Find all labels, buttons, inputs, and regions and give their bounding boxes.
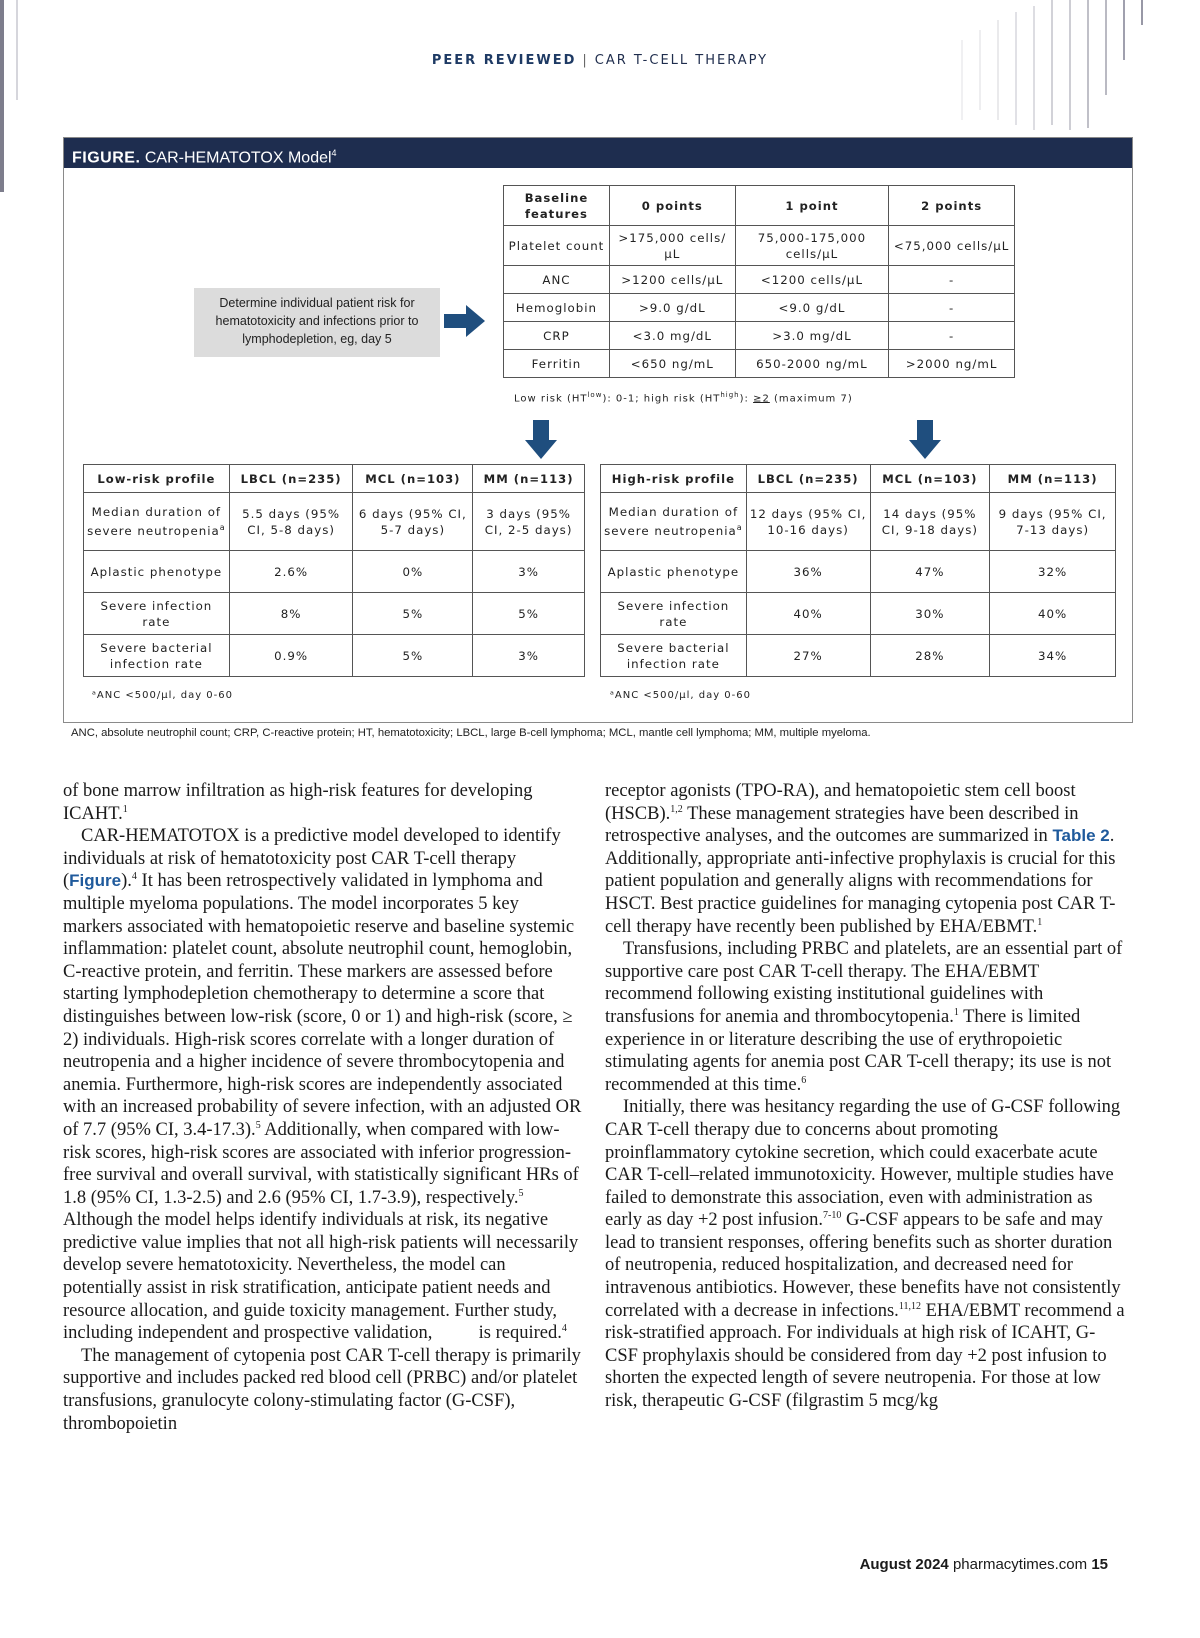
high-risk-cell: 30% bbox=[870, 593, 990, 635]
scoring-row bbox=[504, 294, 1015, 322]
risk-note-threshold: ≥2 bbox=[753, 393, 770, 405]
citation-superscript: 1 bbox=[122, 803, 128, 815]
low-risk-cell: 5% bbox=[473, 593, 585, 635]
high-risk-header-cell: MCL (n=103) bbox=[870, 465, 990, 493]
header-section: PEER REVIEWED bbox=[431, 53, 577, 68]
low-risk-cell: 3% bbox=[473, 635, 585, 677]
high-risk-cell: Aplastic phenotype bbox=[601, 551, 747, 593]
citation-superscript: 1 bbox=[1037, 916, 1043, 928]
right-arrow-icon bbox=[444, 304, 486, 338]
scoring-row bbox=[504, 226, 1015, 266]
scoring-header-cell: 0 points bbox=[609, 186, 735, 226]
high-risk-cell: 27% bbox=[746, 635, 870, 677]
scoring-cell: - bbox=[889, 294, 1015, 322]
scoring-cell: ANC bbox=[504, 266, 610, 294]
low-risk-row bbox=[84, 635, 585, 677]
high-risk-cell: 36% bbox=[746, 551, 870, 593]
scoring-cell: Hemoglobin bbox=[504, 294, 610, 322]
figure-title-bar bbox=[64, 138, 1132, 168]
low-risk-cell: 5% bbox=[353, 635, 473, 677]
scoring-cell: - bbox=[889, 322, 1015, 350]
down-arrow-icon bbox=[524, 420, 558, 460]
high-risk-cell: 47% bbox=[870, 551, 990, 593]
scoring-cell: Platelet count bbox=[504, 226, 610, 266]
scoring-row bbox=[504, 322, 1015, 350]
high-risk-cell: 28% bbox=[870, 635, 990, 677]
low-risk-cell: 5% bbox=[353, 593, 473, 635]
high-risk-header-cell: MM (n=113) bbox=[990, 465, 1116, 493]
high-risk-cell: 12 days (95% CI, 10-16 days) bbox=[746, 493, 870, 551]
citation-superscript: 1,2 bbox=[670, 803, 683, 815]
high-risk-cell: Median duration of severe neutropenia$^a$ bbox=[601, 493, 747, 551]
body-paragraph: CAR-HEMATOTOX is a predictive model developed to identify individuals at risk of hematotoxicity post CAR T-cell therapy (Figure).$^4$ It has been retrospectively validated in lymphoma and multiple myeloma populations. The model incorporates 5 key markers associated with hematopoietic reserve and baseline systemic inflammation: platelet count, absolute neutrophil count, hemoglobin, C-reactive protein, and ferritin. These markers are assessed before starting lymphodepletion chemotherapy to determine a score that distinguishes between low-risk (score, 0 or 1) and high-risk (score, ≥ 2) individuals. High-risk scores correlate with a longer duration of neutropenia and a higher incidence of severe thrombocytopenia and anemia. Furthermore, high-risk scores are independently associated with an increased probability of severe infection, with an adjusted OR of 7.7 (95% CI, 3.4-17.3).$^5$ Additionally, when compared with low-risk scores, high-risk scores are associated with inferior progression-free survival and overall survival, with statistically significant HRs of 1.8 (95% CI, 1.3-2.5) and 2.6 (95% CI, 1.7-3.9), respectively.$^5$ Although the model helps identify individuals at risk, its negative predictive value implies that not all high-risk patients will necessarily develop severe hematotoxicity. Nevertheless, the model can potentially assist in risk stratification, anticipate patient needs and resource allocation, and guide toxicity management. Further study, including independent and prospective validation, is required.$^4$ bbox=[63, 826, 582, 1344]
risk-score-note bbox=[514, 391, 853, 404]
scoring-cell: <9.0 g/dL bbox=[735, 294, 889, 322]
citation-superscript: 5 bbox=[518, 1187, 524, 1199]
body-paragraph: of bone marrow infiltration as high-risk features for developing ICAHT.$^1$ bbox=[63, 781, 533, 824]
high-risk-row bbox=[601, 551, 1116, 593]
footer-site: pharmacytimes.com bbox=[952, 1556, 1088, 1573]
low-risk-cell: Aplastic phenotype bbox=[84, 551, 230, 593]
high-risk-cell: 14 days (95% CI, 9-18 days) bbox=[870, 493, 990, 551]
high-risk-header-row bbox=[601, 465, 1116, 493]
high-risk-cell: Severe bacterial infection rate bbox=[601, 635, 747, 677]
citation-superscript: 7-10 bbox=[823, 1210, 842, 1222]
scoring-cell: <3.0 mg/dL bbox=[609, 322, 735, 350]
low-risk-header-row bbox=[84, 465, 585, 493]
down-arrow-icon bbox=[908, 420, 942, 460]
scoring-cell: Ferritin bbox=[504, 350, 610, 378]
figure-title-ref: 4 bbox=[331, 148, 337, 158]
scoring-cell: >2000 ng/mL bbox=[889, 350, 1015, 378]
scoring-table bbox=[503, 185, 1015, 378]
cross-reference-link[interactable]: Table 2 bbox=[1052, 826, 1110, 846]
high-risk-row bbox=[601, 593, 1116, 635]
low-risk-row bbox=[84, 551, 585, 593]
low-risk-cell: Median duration of severe neutropenia$^a$ bbox=[84, 493, 230, 551]
figure-title: CAR-HEMATOTOX Model bbox=[144, 149, 332, 167]
low-risk-cell: 6 days (95% CI, 5-7 days) bbox=[353, 493, 473, 551]
scoring-cell: >175,000 cells/µL bbox=[609, 226, 735, 266]
risk-note-text: (maximum 7) bbox=[769, 393, 853, 405]
low-risk-footnote: ᵃANC <500/µl, day 0-60 bbox=[92, 690, 233, 701]
low-risk-cell: 3% bbox=[473, 551, 585, 593]
running-header bbox=[0, 53, 1200, 68]
footnote-mark: a bbox=[736, 523, 743, 533]
scoring-header-row bbox=[504, 186, 1015, 226]
low-risk-header-cell: MCL (n=103) bbox=[353, 465, 473, 493]
high-risk-cell: 32% bbox=[990, 551, 1116, 593]
scoring-header-cell: 2 points bbox=[889, 186, 1015, 226]
scoring-cell: 650-2000 ng/mL bbox=[735, 350, 889, 378]
scoring-cell: >9.0 g/dL bbox=[609, 294, 735, 322]
risk-instruction-box: Determine individual patient risk for hematotoxicity and infections prior to lymphodepletion, eg, day 5 bbox=[194, 288, 440, 357]
risk-note-text: ): bbox=[739, 393, 754, 405]
low-risk-cell: 0.9% bbox=[229, 635, 353, 677]
scoring-row bbox=[504, 266, 1015, 294]
high-risk-cell: 40% bbox=[990, 593, 1116, 635]
citation-superscript: 4 bbox=[561, 1323, 567, 1335]
low-risk-cell: 8% bbox=[229, 593, 353, 635]
low-risk-cell: Severe infection rate bbox=[84, 593, 230, 635]
high-risk-header-cell: LBCL (n=235) bbox=[746, 465, 870, 493]
body-paragraph: receptor agonists (TPO-RA), and hematopoietic stem cell boost (HSCB).$^{1,2}$ These management strategies have been described in retrospective analyses, and the outcomes are summarized in Table 2. Additionally, appropriate anti-infective prophylaxis is crucial for this patient population and generally aligns with recommendations for HSCT. Best practice guidelines for managing cytopenia post CAR T-cell therapy have recently been published by EHA/EBMT.$^1$ bbox=[605, 781, 1116, 937]
figure-label: FIGURE. bbox=[72, 149, 141, 167]
low-risk-row bbox=[84, 493, 585, 551]
high-risk-cell: 34% bbox=[990, 635, 1116, 677]
citation-superscript: 6 bbox=[801, 1074, 807, 1086]
scoring-cell: <75,000 cells/µL bbox=[889, 226, 1015, 266]
scoring-header-cell: Baseline features bbox=[504, 186, 610, 226]
low-risk-row bbox=[84, 593, 585, 635]
high-risk-cell: 9 days (95% CI, 7-13 days) bbox=[990, 493, 1116, 551]
low-risk-header-cell: LBCL (n=235) bbox=[229, 465, 353, 493]
high-risk-table bbox=[600, 464, 1116, 677]
scoring-cell: >1200 cells/µL bbox=[609, 266, 735, 294]
scoring-cell: 75,000-175,000 cells/µL bbox=[735, 226, 889, 266]
footer-date: August 2024 bbox=[859, 1556, 949, 1573]
low-risk-cell: 0% bbox=[353, 551, 473, 593]
body-paragraph: Initially, there was hesitancy regarding the use of G-CSF following CAR T-cell therapy due to concerns about promoting proinflammatory cytokine secretion, which could exacerbate acute CAR T-cell–related immunotoxicity. However, multiple studies have failed to demonstrate this association, even with administration as early as day +2 post infusion.$^{7-10}$ G-CSF appears to be safe and may lead to transient responses, offering benefits such as shorter duration of neutropenia, reduced hospitalization, and decreased need for intravenous antibiotics. However, these benefits have not consistently correlated with a decrease in infections.$^{11,12}$ EHA/EBMT recommend a risk-stratified approach. For individuals at high risk of ICAHT, G-CSF prophylaxis should be considered from day +2 post infusion to shorten the expected length of severe neutropenia. For those at low risk, therapeutic G-CSF (filgrastim 5 mcg/kg bbox=[605, 1097, 1125, 1412]
low-risk-table bbox=[83, 464, 585, 677]
high-risk-header-cell: High-risk profile bbox=[601, 465, 747, 493]
low-risk-cell: Severe bacterial infection rate bbox=[84, 635, 230, 677]
risk-note-sup: high bbox=[720, 391, 740, 399]
page-footer bbox=[860, 1556, 1108, 1573]
scoring-cell: CRP bbox=[504, 322, 610, 350]
body-paragraph: The management of cytopenia post CAR T-cell therapy is primarily supportive and includes packed red blood cell (PRBC) and/or platelet transfusions, granulocyte colony-stimulating factor (G-CSF), thrombopoietin bbox=[63, 1345, 581, 1434]
body-paragraph: Transfusions, including PRBC and platelets, are an essential part of supportive care post CAR T-cell therapy. The EHA/EBMT recommend following existing institutional guidelines with transfusions for anemia and thrombocytopenia.$^1$ There is limited experience in or literature describing the use of erythropoietic stimulating agents for anemia post CAR T-cell therapy; its use is not recommended at this time.$^6$ bbox=[605, 939, 1123, 1095]
citation-superscript: 4 bbox=[131, 871, 137, 883]
figure-abbreviations: ANC, absolute neutrophil count; CRP, C-reactive protein; HT, hematotoxicity; LBCL, large B-cell lymphoma; MCL, mantle cell lymphoma; MM, multiple myeloma. bbox=[71, 727, 871, 739]
scoring-cell: <1200 cells/µL bbox=[735, 266, 889, 294]
cross-reference-link[interactable]: Figure bbox=[69, 871, 122, 891]
citation-superscript: 5 bbox=[255, 1119, 261, 1131]
page-number: 15 bbox=[1091, 1556, 1108, 1573]
citation-superscript: 1 bbox=[953, 1006, 959, 1018]
scoring-header-cell: 1 point bbox=[735, 186, 889, 226]
citation-superscript: 11,12 bbox=[898, 1300, 921, 1312]
header-separator: | bbox=[582, 53, 589, 68]
low-risk-cell: 2.6% bbox=[229, 551, 353, 593]
scoring-cell: >3.0 mg/dL bbox=[735, 322, 889, 350]
high-risk-row bbox=[601, 493, 1116, 551]
risk-note-sup: low bbox=[587, 391, 603, 399]
low-risk-cell: 3 days (95% CI, 2-5 days) bbox=[473, 493, 585, 551]
scoring-row bbox=[504, 350, 1015, 378]
footnote-mark: a bbox=[219, 523, 226, 533]
risk-note-text: ): 0-1; high risk (HT bbox=[602, 393, 721, 405]
body-column-left bbox=[63, 780, 583, 1435]
low-risk-header-cell: Low-risk profile bbox=[84, 465, 230, 493]
high-risk-footnote: ᵃANC <500/µl, day 0-60 bbox=[610, 690, 751, 701]
body-column-right bbox=[605, 780, 1127, 1413]
high-risk-cell: 40% bbox=[746, 593, 870, 635]
low-risk-cell: 5.5 days (95% CI, 5-8 days) bbox=[229, 493, 353, 551]
risk-note-text: Low risk (HT bbox=[514, 393, 588, 405]
high-risk-cell: Severe infection rate bbox=[601, 593, 747, 635]
high-risk-row bbox=[601, 635, 1116, 677]
header-topic: CAR T-CELL THERAPY bbox=[594, 53, 769, 68]
scoring-cell: - bbox=[889, 266, 1015, 294]
scoring-cell: <650 ng/mL bbox=[609, 350, 735, 378]
low-risk-header-cell: MM (n=113) bbox=[473, 465, 585, 493]
